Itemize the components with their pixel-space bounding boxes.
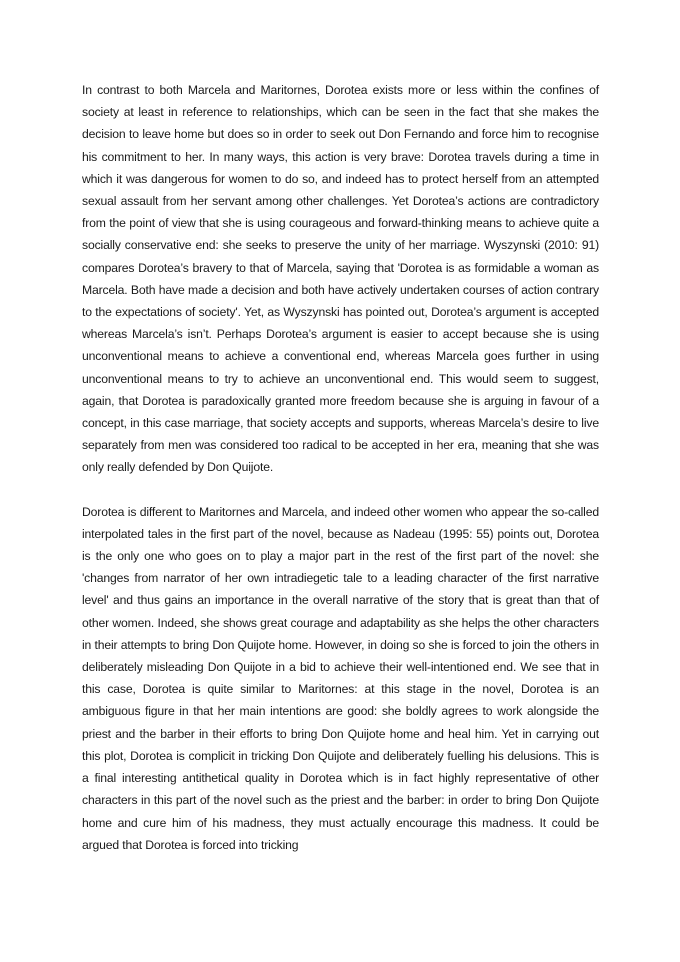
- paragraph-dorotea-vs-maritornes: Dorotea is different to Maritornes and Marcela, and indeed other women who appear the so-called interpolated tales in the first part of the novel, because as Nadeau (1995: 55) points out, Dorotea is the only one who goes on to play a major part in the rest of the first part of the novel: she 'changes from narrator of her own intradiegetic tale to a leading character of the first narrative level' and thus gains an importance in the overall narrative of the story that is great than that of other women. Indeed, she shows great courage and adaptability as she helps the other characters in their attempts to bring Don Quijote home. However, in doing so she is forced to join the others in deliberately misleading Don Quijote in a bid to achieve their well-intentioned end. We see that in this case, Dorotea is quite similar to Maritornes: at this stage in the novel, Dorotea is an ambiguous figure in that her main intentions are good: she boldly agrees to work alongside the priest and the barber in their efforts to bring Don Quijote home and heal him. Yet in carrying out this plot, Dorotea is complicit in tricking Don Quijote and deliberately fuelling his delusions. This is a final interesting antithetical quality in Dorotea which is in fact highly representative of other characters in this part of the novel such as the priest and the barber: in order to bring Don Quijote home and cure him of his madness, they must actually encourage this madness. It could be argued that Dorotea is forced into tricking: [82, 504, 599, 852]
- paragraph-dorotea-vs-marcela: In contrast to both Marcela and Maritornes, Dorotea exists more or less within the confines of society at least in reference to relationships, which can be seen in the fact that she makes the decision to leave home but does so in order to seek out Don Fernando and force him to recognise his commitment to her. In many ways, this action is very brave: Dorotea travels during a time in which it was dangerous for women to do so, and indeed has to protect herself from an attempted sexual assault from her servant among other challenges. Yet Dorotea’s actions are contradictory from the point of view that she is using courageous and forward-thinking means to achieve quite a socially conservative end: she seeks to preserve the unity of her marriage. Wyszynski (2010: 91) compares Dorotea’s bravery to that of Marcela, saying that 'Dorotea is as formidable a woman as Marcela. Both have made a decision and both have actively undertaken courses of action contrary to the expectations of society'. Yet, as Wyszynski has pointed out, Dorotea’s argument is accepted whereas Marcela’s isn’t. Perhaps Dorotea’s argument is easier to accept because she is using unconventional means to achieve a conventional end, whereas Marcela goes further in using unconventional means to try to achieve an unconventional end. This would seem to suggest, again, that Dorotea is paradoxically granted more freedom because she is arguing in favour of a concept, in this case marriage, that society accepts and supports, whereas Marcela’s desire to live separately from men was considered too radical to be accepted in her era, meaning that she was only really defended by Don Quijote.: [82, 83, 599, 475]
- body-text: [82, 79, 599, 856]
